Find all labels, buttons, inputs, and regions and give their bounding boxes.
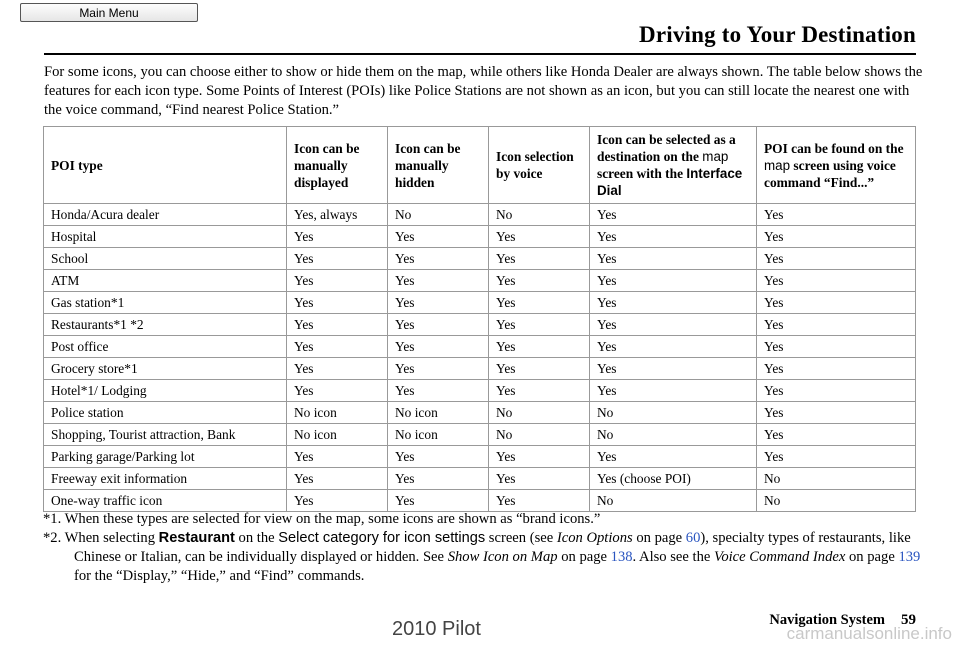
table-cell: Yes: [287, 468, 388, 490]
table-cell: Yes: [590, 336, 757, 358]
table-cell: Yes: [590, 270, 757, 292]
page-number: 59: [901, 612, 916, 628]
model-watermark: 2010 Pilot: [392, 618, 481, 640]
table-cell: Yes, always: [287, 204, 388, 226]
table-row: [44, 468, 916, 490]
select-category-term: Select category for icon settings: [278, 530, 486, 546]
table-cell: No: [489, 402, 590, 424]
page-link-139[interactable]: 139: [898, 549, 921, 565]
table-row: [44, 336, 916, 358]
table-cell: Yes: [388, 468, 489, 490]
footnotes: [43, 510, 923, 586]
table-cell: Yes: [287, 270, 388, 292]
table-row: [44, 270, 916, 292]
table-cell: Yes: [757, 358, 916, 380]
poi-type-cell: Post office: [44, 336, 287, 358]
table-cell: Yes: [757, 446, 916, 468]
table-cell: Yes: [757, 292, 916, 314]
table-cell: Yes: [489, 336, 590, 358]
table-cell: Yes: [388, 380, 489, 402]
poi-table-body: [44, 204, 916, 512]
table-row: [44, 358, 916, 380]
table-cell: Yes: [590, 248, 757, 270]
table-cell: No: [590, 402, 757, 424]
page-title: Driving to Your Destination: [639, 22, 916, 47]
table-cell: Yes: [757, 248, 916, 270]
table-cell: Yes: [489, 380, 590, 402]
poi-type-cell: Police station: [44, 402, 287, 424]
poi-type-cell: Freeway exit information: [44, 468, 287, 490]
page-link-138[interactable]: 138: [610, 549, 633, 565]
table-cell: Yes: [489, 490, 590, 512]
table-cell: Yes: [757, 336, 916, 358]
table-cell: Yes: [388, 270, 489, 292]
table-cell: Yes: [388, 248, 489, 270]
table-cell: No icon: [287, 402, 388, 424]
table-cell: No: [590, 490, 757, 512]
header-voice-selection: Icon selection by voice: [489, 127, 590, 204]
table-cell: Yes: [590, 380, 757, 402]
header-find-voice: POI can be found on the map screen using voice command “Find...”: [757, 127, 916, 204]
table-cell: No: [757, 490, 916, 512]
header-manual-display: Icon can be manually displayed: [287, 127, 388, 204]
table-cell: Yes: [590, 292, 757, 314]
table-cell: Yes (choose POI): [590, 468, 757, 490]
table-cell: Yes: [388, 226, 489, 248]
table-cell: Yes: [757, 204, 916, 226]
table-cell: Yes: [757, 270, 916, 292]
table-cell: Yes: [590, 226, 757, 248]
table-row: [44, 490, 916, 512]
table-cell: Yes: [388, 446, 489, 468]
main-menu-button[interactable]: Main Menu: [20, 3, 198, 22]
table-cell: No icon: [388, 402, 489, 424]
table-row: [44, 380, 916, 402]
table-cell: Yes: [287, 226, 388, 248]
table-row: [44, 204, 916, 226]
poi-type-cell: Restaurants*1 *2: [44, 314, 287, 336]
table-cell: Yes: [287, 336, 388, 358]
table-row: [44, 292, 916, 314]
table-cell: No: [590, 424, 757, 446]
poi-type-cell: ATM: [44, 270, 287, 292]
page-link-60[interactable]: 60: [685, 530, 701, 546]
poi-type-cell: Shopping, Tourist attraction, Bank: [44, 424, 287, 446]
poi-type-cell: School: [44, 248, 287, 270]
table-cell: Yes: [757, 424, 916, 446]
table-cell: Yes: [489, 314, 590, 336]
table-cell: Yes: [757, 314, 916, 336]
table-cell: Yes: [590, 204, 757, 226]
table-cell: Yes: [489, 248, 590, 270]
poi-type-cell: One-way traffic icon: [44, 490, 287, 512]
intro-paragraph: For some icons, you can choose either to show or hide them on the map, while others like Honda Dealer are always shown. The table below shows the features for each icon type. Some Points of Interest (POIs) like Police Stations are not shown as an icon, but you can still locate the nearest one with the voice command, “Find nearest Police Station.”: [44, 64, 923, 118]
table-cell: Yes: [388, 490, 489, 512]
table-cell: No icon: [287, 424, 388, 446]
table-cell: Yes: [590, 358, 757, 380]
table-cell: Yes: [287, 248, 388, 270]
table-cell: Yes: [287, 358, 388, 380]
table-header-row: [44, 127, 916, 204]
table-cell: Yes: [757, 402, 916, 424]
table-cell: Yes: [287, 314, 388, 336]
table-cell: Yes: [757, 226, 916, 248]
footnote-1: *1. When these types are selected for view on the map, some icons are shown as “brand icons.”: [43, 511, 601, 527]
poi-table: [43, 126, 916, 512]
table-cell: Yes: [388, 292, 489, 314]
table-cell: Yes: [757, 380, 916, 402]
poi-type-cell: Honda/Acura dealer: [44, 204, 287, 226]
table-row: [44, 248, 916, 270]
header-poi-type: POI type: [44, 127, 287, 204]
poi-type-cell: Parking garage/Parking lot: [44, 446, 287, 468]
table-cell: Yes: [287, 446, 388, 468]
table-row: [44, 446, 916, 468]
table-cell: Yes: [489, 468, 590, 490]
table-cell: Yes: [489, 292, 590, 314]
table-cell: Yes: [388, 336, 489, 358]
table-cell: No: [489, 424, 590, 446]
table-cell: Yes: [590, 446, 757, 468]
table-cell: No: [388, 204, 489, 226]
poi-type-cell: Grocery store*1: [44, 358, 287, 380]
title-divider: [44, 53, 916, 55]
footnote-2: *2. When selecting Restaurant on the Select category for icon settings screen (see Icon Options on page 60), specialty types of restaurants, like Chinese or Italian, can be individually displayed or hidden. See Show Icon on Map on page 138. Also see the Voice Command Index on page 139 for the “Display,” “Hide,” and “Find” commands.: [43, 530, 921, 584]
table-cell: No: [489, 204, 590, 226]
restaurant-term: Restaurant: [158, 530, 235, 546]
footer-section: Navigation System: [769, 612, 885, 628]
table-cell: No icon: [388, 424, 489, 446]
table-row: [44, 424, 916, 446]
table-cell: Yes: [489, 446, 590, 468]
table-row: [44, 402, 916, 424]
poi-type-cell: Hospital: [44, 226, 287, 248]
header-manual-hide: Icon can be manually hidden: [388, 127, 489, 204]
table-cell: No: [757, 468, 916, 490]
header-destination: Icon can be selected as a destination on the map screen with the Interface Dial: [590, 127, 757, 204]
site-watermark: carmanualsonline.info: [786, 624, 952, 643]
poi-type-cell: Hotel*1/ Lodging: [44, 380, 287, 402]
table-cell: Yes: [489, 226, 590, 248]
table-row: [44, 314, 916, 336]
table-cell: Yes: [388, 358, 489, 380]
table-cell: Yes: [388, 314, 489, 336]
table-row: [44, 226, 916, 248]
table-cell: Yes: [489, 270, 590, 292]
poi-type-cell: Gas station*1: [44, 292, 287, 314]
table-cell: Yes: [287, 380, 388, 402]
table-cell: Yes: [287, 292, 388, 314]
table-cell: Yes: [590, 314, 757, 336]
table-cell: Yes: [489, 358, 590, 380]
table-cell: Yes: [287, 490, 388, 512]
